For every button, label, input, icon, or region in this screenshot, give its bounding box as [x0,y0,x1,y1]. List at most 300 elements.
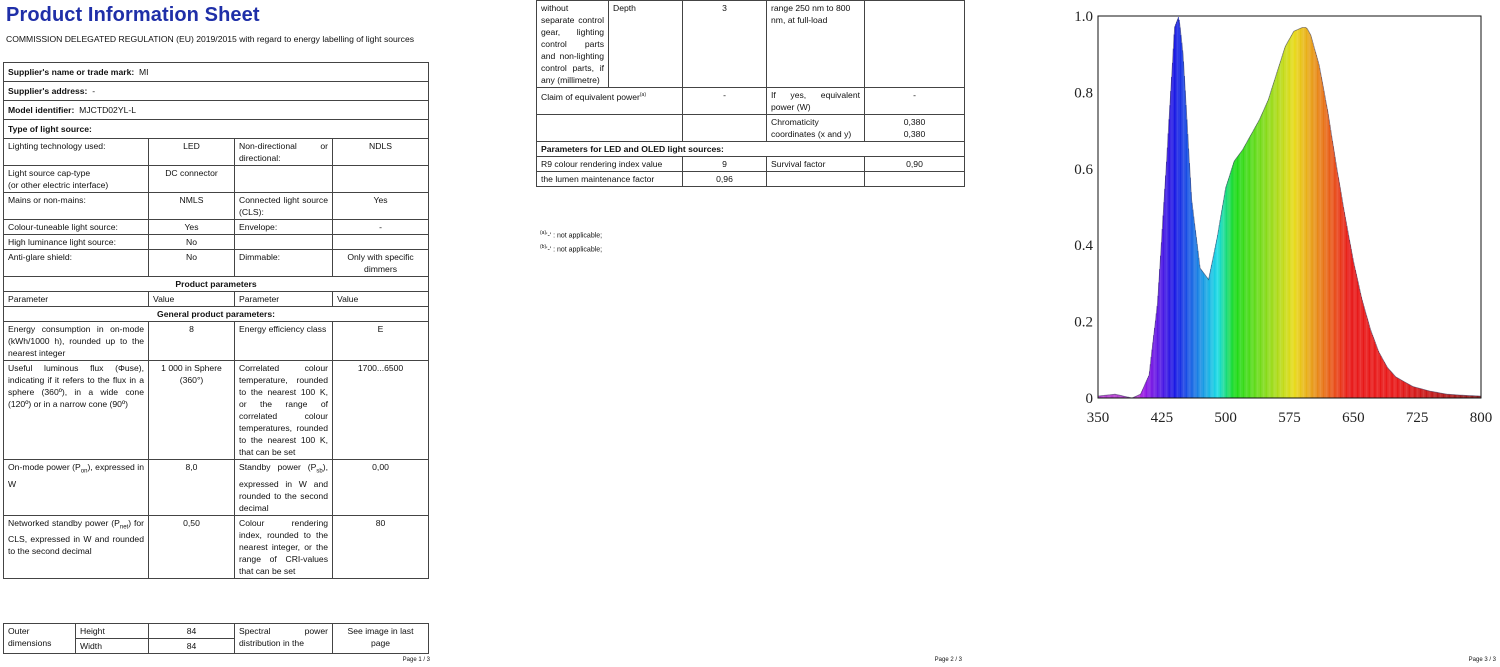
spectrum-bar [1427,390,1428,398]
spectrum-bar [1411,386,1412,398]
spectrum-bar [1296,30,1297,398]
tech-row [4,139,429,166]
onpower-row [4,460,429,516]
spectrum-bar [1204,274,1205,398]
spectrum-chart [1070,0,1500,440]
spectrum-bar [1372,335,1373,398]
spectrum-bar [1282,56,1283,398]
spectrum-bar [1370,328,1371,398]
spectrum-bar [1324,95,1325,398]
spectrum-bar [1326,105,1327,398]
spectrum-bar [1360,293,1361,398]
x-tick-label: 650 [1342,410,1365,426]
depth-value: 3 [683,1,767,88]
spectrum-bar [1251,134,1252,398]
x-ticks [1087,410,1493,426]
spectrum-bar [1449,394,1450,398]
address-label: Supplier's address: [8,86,88,96]
spectrum-bar [1353,262,1354,398]
spectrum-bar [1436,392,1437,398]
spectrum-bar [1117,395,1118,398]
page-number-1: Page 1 / 3 [402,657,430,663]
net-value: 0,50 [149,515,235,578]
spectrum-bar [1448,394,1449,398]
spectrum-bar [1312,43,1313,398]
spectrum-bar [1144,386,1145,398]
spectrum-bar [1208,279,1209,398]
spectrum-bar [1328,114,1329,398]
spectrum-bar [1418,388,1419,398]
spectrum-bar [1279,64,1280,398]
spectrum-bar [1423,389,1424,398]
spectrum-bar [1277,72,1278,398]
spectrum-bar [1309,33,1310,398]
spectrum-bar [1215,244,1216,398]
spectrum-bar [1392,373,1393,398]
spectrum-bar [1412,386,1413,398]
spectrum-bar [1420,388,1421,398]
spectrum-bar [1257,123,1258,398]
spectrum-bar [1238,156,1239,398]
spectrum-bar [1285,46,1286,398]
height-value: 84 [149,624,235,639]
spectrum-bar [1209,273,1210,398]
spectrum-bar [1152,342,1153,398]
spectrum-bar [1225,190,1226,398]
spectrum-bar [1172,63,1173,398]
cct-value: 1700...6500 [333,361,429,460]
spectrum-bar [1183,61,1184,398]
spectrum-bar [1270,93,1271,398]
spectrum-bar [1415,387,1416,398]
chroma-y: 0,380 [903,129,926,139]
regulation-text: COMMISSION DELEGATED REGULATION (EU) 2019/2015 with regard to energy labelling of light sources [6,34,415,44]
page-number-2: Page 2 / 3 [934,657,962,663]
spectrum-bar [1255,126,1256,398]
y-tick-label: 0 [1085,391,1093,407]
spectrum-bar [1391,372,1392,398]
footnote-a [540,230,602,239]
spectrum-bar [1290,37,1291,398]
footnote-a-text: '-' : not applicable; [546,232,603,240]
tune-row [4,220,429,235]
spectrum-bar [1435,392,1436,398]
x-tick-label: 800 [1469,410,1493,426]
spectrum-bar [1421,389,1422,398]
spectrum-bar [1283,53,1284,398]
spectrum-bar [1176,22,1177,398]
spectrum-bar [1347,231,1348,398]
spectrum-bar [1382,359,1383,398]
spectrum-bar [1157,306,1158,398]
address-value: - [92,86,96,96]
spectrum-bar [1366,315,1367,398]
spectrum-bar [1397,378,1398,398]
spectrum-bar [1207,278,1208,398]
energy-label: Energy consumption in on-mode (kWh/1000 h), rounded up to the nearest integer [4,322,149,361]
y-tick-label: 0.6 [1074,161,1093,178]
spectrum-bar [1164,189,1165,398]
spectrum-bar [1392,374,1393,398]
spectrum-bar [1352,258,1353,398]
spectrum-bar [1364,306,1365,398]
spectrum-bar [1268,99,1269,398]
x-tick-label: 350 [1086,410,1110,426]
header-value-2: Value [333,292,429,307]
spectrum-bar [1432,392,1433,398]
spectrum-bar [1447,394,1448,398]
spectrum-bar [1399,379,1400,398]
spectrum-bar [1274,80,1275,398]
spectrum-bar [1188,149,1189,398]
spectrum-bar [1168,133,1169,398]
spectrum-bar [1223,200,1224,398]
spectrum-bar [1380,354,1381,398]
highlum-label: High luminance light source: [4,235,149,250]
supplier-value: MI [139,67,149,77]
spectrum-bar [1252,132,1253,398]
highlum-value: No [149,235,235,250]
spectrum-bar [1405,382,1406,398]
spectrum-bar [1253,131,1254,398]
spectrum-bar [1291,35,1292,398]
info-table [3,62,429,579]
spectrum-bar [1416,388,1417,398]
spectrum-bar [1363,303,1364,398]
spectrum-bar [1349,240,1350,398]
spectrum-bar [1406,383,1407,398]
page-title: Product Information Sheet [6,4,260,26]
spectrum-bar [1238,155,1239,398]
spectrum-bar [1398,378,1399,398]
spectrum-bar [1339,182,1340,398]
spectrum-bar [1237,157,1238,398]
spectrum-bar [1410,385,1411,398]
y-ticks [1074,9,1093,407]
spectrum-bar [1232,168,1233,398]
lumen-value: 0,96 [683,172,767,187]
spectrum-bar [1352,254,1353,398]
tune-value: Yes [149,220,235,235]
spectrum-bar [1421,389,1422,398]
y-tick-label: 0.8 [1074,85,1093,102]
spectrum-bar [1256,124,1257,398]
spectrum-bar [1258,121,1259,398]
spectrum-bar [1261,116,1262,398]
spectrum-bar [1438,393,1439,398]
spectrum-bar [1383,361,1384,398]
cri-label: Colour rendering index, rounded to the nearest integer, or the range of CRI-values that can be set [235,515,333,578]
spectrum-bar [1298,29,1299,398]
cap-row [4,166,429,193]
spectrum-bar [1441,393,1442,398]
spectrum-bar [1445,394,1446,398]
dimensions-table [3,623,429,654]
spectrum-bar [1325,100,1326,398]
flux-value: 1 000 in Sphere (360°) [149,361,235,460]
spectrum-bar [1381,358,1382,398]
spectrum-bar [1377,349,1378,398]
spectrum-bar [1267,103,1268,398]
spectrum-bar [1243,149,1244,398]
spectrum-bar [1192,203,1193,398]
spectrum-bar [1318,61,1319,398]
spectrum-bar [1415,387,1416,398]
spectrum-bar [1394,376,1395,398]
spectrum-bar [1440,393,1441,398]
spectrum-bar [1387,367,1388,398]
spectrum-bar [1389,370,1390,398]
spectrum-bar [1345,217,1346,398]
r9-value: 9 [683,157,767,172]
spectrum-bar [1193,217,1194,398]
spectrum-bar [1162,229,1163,398]
type-label: Type of light source: [4,120,429,139]
spectrum-bar [1210,269,1211,398]
spectrum-bar [1390,371,1391,398]
chroma-label: Chromaticity coordinates (x and y) [767,115,865,142]
env-value: - [333,220,429,235]
width-value: 84 [149,639,235,654]
spectrum-bar [1228,179,1229,398]
nondir-label: Non-directional or directional: [235,139,333,166]
spectrum-bar [1284,48,1285,398]
spectrum-bar [1181,35,1182,398]
tech-label: Lighting technology used: [4,139,149,166]
spectrum-bar [1327,109,1328,398]
spectrum-bar [1218,230,1219,398]
standby-label-b: ), expressed in W and rounded to the second decimal [239,462,328,513]
led-params-row [537,142,965,157]
spectrum-bar [1395,377,1396,398]
spectrum-bar [1300,28,1301,398]
spectrum-bar [1158,296,1159,398]
width-label: Width [76,639,149,654]
spectrum-bar [1233,162,1234,398]
onpower-label-a: On-mode power (P [8,462,81,472]
spectrum-bar [1244,147,1245,398]
spectrum-bar [1177,19,1178,398]
survival-value: 0,90 [865,157,965,172]
spectrum-bar [1181,43,1182,398]
standby-value: 0,00 [333,460,429,516]
spectrum-bar [1184,76,1185,398]
spectrum-bar [1214,252,1215,398]
spectrum-bar [1190,178,1191,398]
footnote-b [540,244,602,253]
spectrum-bar [1146,382,1147,398]
spectrum-bar [1433,392,1434,398]
spectrum-bar [1364,309,1365,398]
spectrum-bar [1444,394,1445,398]
ifyes-value: - [865,88,965,115]
spectrum-bar [1426,390,1427,398]
spectrum-bar [1260,118,1261,398]
outer-label: Outer dimensions [4,624,76,654]
spectrum-bar [1272,85,1273,398]
spectrum-bar [1217,235,1218,398]
spectrum-bar [1113,394,1114,398]
spectrum-bar [1297,30,1298,398]
onpower-value: 8,0 [149,460,235,516]
spectrum-bar [1263,111,1264,398]
spectrum-bar [1428,391,1429,398]
spd-label: Spectral power distribution in the [235,624,333,654]
model-value: MJCTD02YL-L [79,105,136,115]
spectrum-bar [1375,344,1376,398]
equiv-label: Claim of equivalent power [541,91,640,102]
spectrum-bar [1215,248,1216,398]
spectrum-bar [1221,210,1222,398]
spectrum-bar [1400,380,1401,398]
header-parameter: Parameter [4,292,149,307]
spectrum-bar [1354,266,1355,398]
spectrum-bar [1452,395,1453,398]
spectrum-bar [1242,150,1243,398]
dim-value: Only with specific dimmers [333,250,429,277]
spectrum-bar [1154,328,1155,398]
spectrum-bar [1180,27,1181,398]
spectrum-bar [1290,38,1291,398]
spectrum-bar [1164,202,1165,398]
spectrum-bar [1403,381,1404,398]
r9-label: R9 colour rendering index value [537,157,683,172]
spectrum-bar [1387,368,1388,398]
spectrum-bar [1235,159,1236,398]
spectrum-bar [1209,277,1210,398]
spectrum-bar [1319,68,1320,398]
spectrum-bar [1331,136,1332,398]
spectrum-bar [1286,44,1287,398]
spectrum-bar [1388,369,1389,398]
spectrum-bar [1269,96,1270,398]
spectrum-bar [1302,27,1303,398]
spectrum-bar [1159,269,1160,398]
cri-value: 80 [333,515,429,578]
spectrum-bar [1288,41,1289,398]
spectrum-bar [1437,392,1438,398]
net-label-b: ) for CLS, expressed in W and rounded to the second decimal [8,517,145,557]
spectrum-bar [1276,75,1277,398]
spectrum-bar [1358,285,1359,398]
spectrum-bar [1350,244,1351,398]
spectrum-bar [1197,244,1198,398]
spectrum-bar [1261,114,1262,398]
header-row [4,292,429,307]
spectrum-bar [1179,20,1180,398]
equiv-row [537,88,965,115]
spectrum-bar [1453,395,1454,398]
spectrum-bar [1295,31,1296,398]
spectrum-bar [1158,282,1159,398]
spectrum-bar [1442,393,1443,398]
spectrum-bar [1198,258,1199,398]
survival-label: Survival factor [767,157,865,172]
spectrum-bar [1347,226,1348,398]
spectrum-bar [1357,278,1358,398]
spectrum-bar [1178,17,1179,398]
spectrum-bar [1212,261,1213,398]
spectrum-bar [1338,177,1339,398]
glare-value: No [149,250,235,277]
general-params-row [4,307,429,322]
spectrum-bar [1205,276,1206,398]
spectrum-bar [1192,210,1193,398]
spectrum-bar [1434,392,1435,398]
spectrum-bar [1280,61,1281,398]
spectrum-bar [1393,375,1394,398]
spectrum-bar [1206,277,1207,398]
spectrum-bar [1287,43,1288,398]
spectrum-bar [1301,28,1302,398]
chroma-x: 0,380 [903,117,926,127]
x-tick-label: 725 [1405,410,1429,426]
spectrum-bar [1335,157,1336,398]
spectrum-bar [1329,120,1330,398]
chroma-row [537,115,965,142]
spd-value: See image in last page [333,624,429,654]
spectrum-bar [1295,30,1296,398]
spectrum-bar [1254,129,1255,398]
cap-value: DC connector [149,166,235,193]
spectrum-bar [1189,163,1190,398]
spectrum-bar [1201,270,1202,398]
spectrum-bar [1334,152,1335,398]
spectrum-bar [1323,86,1324,398]
page-3 [1070,0,1500,667]
spectrum-bar [1147,380,1148,398]
spectrum-bar [1333,146,1334,398]
spectrum-bar [1112,394,1113,398]
spectrum-bar [1200,269,1201,398]
spectrum-bar [1398,379,1399,398]
spectrum-bar [1175,24,1176,398]
spectrum-bar [1267,101,1268,398]
spectrum-bar [1230,173,1231,398]
spectrum-bar [1249,138,1250,398]
spectrum-bar [1427,391,1428,398]
flux-label: Useful luminous flux (Φuse), indicating if it refers to the flux in a sphere (360º), in a wide cone (120º) or in a narrow cone (90º) [4,361,149,460]
spectrum-bar [1244,146,1245,398]
spectrum-bar [1147,378,1148,398]
spectrum-bar [1241,151,1242,398]
spectrum-bar [1236,158,1237,398]
spectrum-bar [1341,192,1342,398]
mains-row [4,193,429,220]
spectrum-bar [1165,175,1166,398]
spectrum-bar [1155,321,1156,398]
spectrum-bar [1148,376,1149,398]
spectrum-bar [1221,215,1222,398]
y-tick-label: 0.4 [1074,238,1093,255]
spectrum-bar [1299,29,1300,398]
spectrum-bar [1322,82,1323,398]
spectrum-bar [1182,50,1183,398]
spectrum-bar [1278,67,1279,398]
spectrum-bar [1324,91,1325,398]
spectrum-bar [1374,340,1375,398]
spectrum-bar [1414,387,1415,398]
tech-value: LED [149,139,235,166]
ifyes-label: If yes, equivalent power (W) [767,88,865,115]
lumen-row [537,172,965,187]
spectrum-bar [1443,393,1444,398]
spectrum-bar [1224,195,1225,398]
flux-row [4,361,429,460]
spectrum-bar [1247,141,1248,398]
spectrum-bar [1245,144,1246,398]
spectrum-bar [1409,384,1410,398]
